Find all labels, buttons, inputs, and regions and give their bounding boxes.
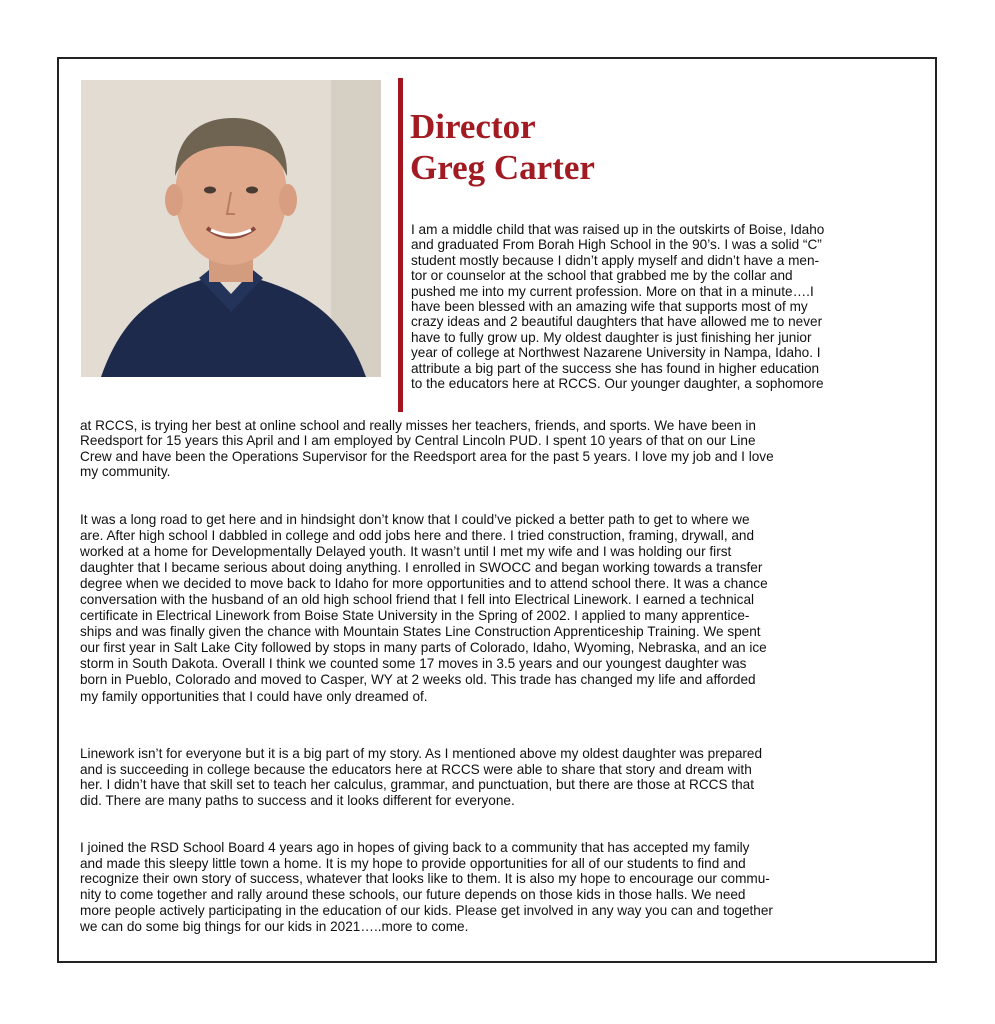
text-line: year of college at Northwest Nazarene University in Nampa, Idaho. I	[411, 345, 821, 361]
text-line: student mostly because I didn’t apply myself and didn’t have a men-	[411, 252, 820, 268]
accent-divider	[398, 78, 403, 412]
text-line: our first year in Salt Lake City followed by stops in many parts of Colorado, Idaho, Wyoming, Nebraska, and an ice	[80, 640, 767, 656]
text-line: and made this sleepy little town a home. It is my hope to provide opportunities for all of our students to find and	[80, 855, 746, 871]
text-line: and is succeeding in college because the educators here at RCCS were able to share that story and dream with	[80, 761, 752, 777]
intro-paragraph	[411, 222, 824, 391]
paragraph-school-board	[80, 840, 773, 934]
text-line: born in Pueblo, Colorado and moved to Casper, WY at 2 weeks old. This trade has changed my life and afforded	[80, 672, 756, 688]
text-line: and graduated From Borah High School in the 90’s. I was a solid “C”	[411, 237, 822, 253]
text-line: worked at a home for Developmentally Delayed youth. It wasn’t until I met my wife and I was holding our first	[80, 544, 732, 560]
text-line: are. After high school I dabbled in college and odd jobs here and there. I tried construction, framing, drywall, and	[80, 528, 755, 544]
text-line: have been blessed with an amazing wife that supports most of my	[411, 299, 808, 315]
director-photo	[81, 80, 381, 377]
portrait-image	[81, 80, 381, 377]
text-line: more people actively participating in the education of our kids. Please get involved in any way you can and together	[80, 902, 773, 918]
text-line: degree when we decided to move back to Idaho for more opportunities and to attend school there. It was a chance	[80, 576, 768, 592]
text-line: Reedsport for 15 years this April and I am employed by Central Lincoln PUD. I spent 10 years of that on our Line	[80, 433, 756, 449]
text-line: my family opportunities that I could have only dreamed of.	[80, 688, 428, 704]
paragraph-career	[80, 512, 768, 705]
text-line: pushed me into my current profession. More on that in a minute….I	[411, 283, 814, 299]
heading-title: Director	[410, 107, 536, 146]
text-line: recognize their own story of success, whatever that looks like to them. It is also my hope to encourage our commu-	[80, 871, 770, 887]
heading-name: Greg Carter	[410, 148, 595, 187]
text-line: Linework isn’t for everyone but it is a big part of my story. As I mentioned above my oldest daughter was prepared	[80, 746, 763, 761]
text-line: storm in South Dakota. Overall I think we counted some 17 moves in 3.5 years and our youngest daughter was	[80, 656, 747, 672]
text-line: I am a middle child that was raised up in the outskirts of Boise, Idaho	[411, 222, 825, 237]
text-line: we can do some big things for our kids in 2021…..more to come.	[80, 918, 469, 934]
text-line: to the educators here at RCCS. Our younger daughter, a sophomore	[411, 376, 824, 392]
text-line: have to fully grow up. My oldest daughter is just finishing her junior	[411, 329, 812, 345]
text-line: It was a long road to get here and in hindsight don’t know that I could’ve picked a better path to get to where we	[80, 512, 750, 527]
intro-continuation	[80, 418, 774, 480]
paragraph-linework	[80, 746, 762, 808]
text-line: daughter that I became serious about doing anything. I enrolled in SWOCC and began working towards a transfer	[80, 560, 763, 576]
text-line: conversation with the husband of an old high school friend that I fell into Electrical Linework. I earned a technical	[80, 592, 755, 608]
text-line: my community.	[80, 464, 171, 480]
text-line: nity to come together and rally around these schools, our future depends on those kids in those halls. We need	[80, 887, 746, 903]
text-line: certificate in Electrical Linework from Boise State University in the Spring of 2002. I applied to many apprentice-	[80, 608, 750, 624]
text-line: did. There are many paths to success and it looks different for everyone.	[80, 792, 515, 808]
director-heading	[410, 106, 595, 188]
text-line: crazy ideas and 2 beautiful daughters that have allowed me to never	[411, 314, 823, 330]
text-line: I joined the RSD School Board 4 years ago in hopes of giving back to a community that has accepted my family	[80, 840, 750, 855]
text-line: ships and was finally given the chance with Mountain States Line Construction Apprenticeship Training. We spent	[80, 624, 761, 640]
text-line: attribute a big part of the success she has found in higher education	[411, 360, 820, 376]
text-line: tor or counselor at the school that grabbed me by the collar and	[411, 268, 793, 284]
text-line: Crew and have been the Operations Supervisor for the Reedsport area for the past 5 years. I love my job and I love	[80, 448, 774, 464]
text-line: at RCCS, is trying her best at online school and really misses her teachers, friends, and sports. We have been in	[80, 418, 756, 433]
text-line: her. I didn’t have that skill set to teach her calculus, grammar, and punctuation, but there are those at RCCS that	[80, 777, 755, 792]
